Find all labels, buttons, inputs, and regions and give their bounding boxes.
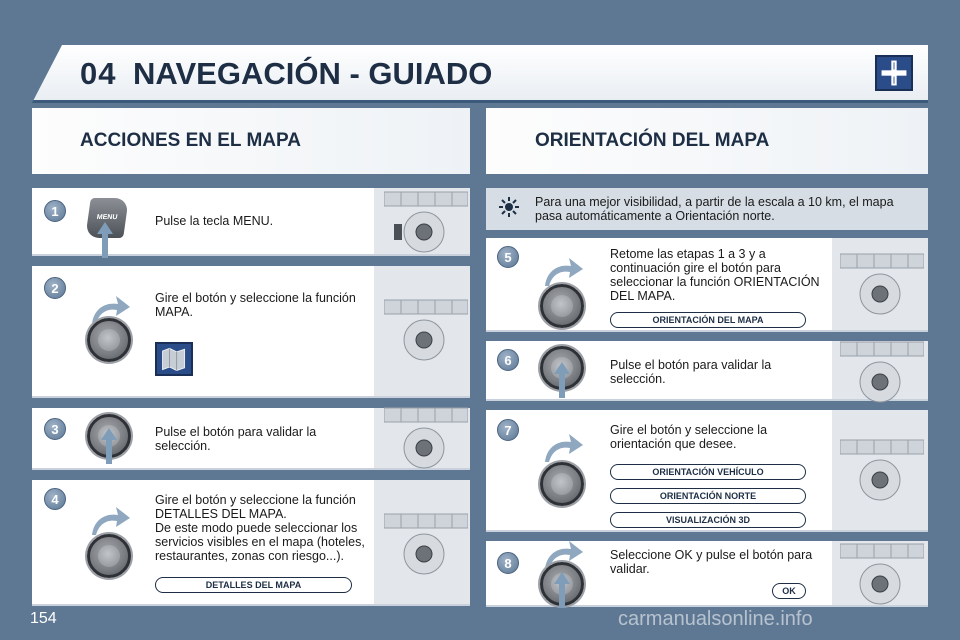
control-console-icon [840, 542, 924, 606]
control-console-icon [840, 252, 924, 316]
text-line: Seleccione OK y pulse el botón para [610, 548, 813, 562]
rotary-knob-icon [87, 318, 131, 362]
text-line: pasa automáticamente a Orientación norte. [535, 209, 775, 223]
step-number-4: 4 [44, 488, 66, 510]
menu-key-icon: MENU [85, 198, 129, 238]
control-console-icon [840, 340, 924, 404]
step-5-text [610, 247, 820, 303]
step-6-text [610, 358, 771, 386]
menu-option-visualizacion-3d: VISUALIZACIÓN 3D [610, 512, 806, 528]
left-section-title: ACCIONES EN EL MAPA [80, 130, 301, 151]
step-number-3: 3 [44, 418, 66, 440]
text-line: seleccionar la función ORIENTACIÓN [610, 275, 820, 289]
step-number-8: 8 [497, 552, 519, 574]
step-2-text: Gire el botón y seleccione la función MAPA. [155, 291, 356, 319]
step-number-5: 5 [497, 246, 519, 268]
rotate-arrow-icon [90, 505, 130, 537]
map-function-icon [155, 342, 193, 376]
watermark-text: carmanualsonline.info [618, 608, 813, 630]
text-line: De este modo puede seleccionar los [155, 521, 358, 535]
text-line: DEL MAPA. [610, 289, 676, 303]
step-number-2: 2 [44, 277, 66, 299]
text-line: orientación que desee. [610, 437, 737, 451]
text-line: validar. [610, 562, 650, 576]
visibility-sun-icon [498, 196, 520, 218]
step-4-text [155, 493, 365, 563]
info-note-text [535, 195, 894, 223]
step-number-1: 1 [44, 200, 66, 222]
text-line: DETALLES DEL MAPA. [155, 507, 287, 521]
push-arrow-icon [97, 222, 113, 258]
header-tab [32, 45, 62, 103]
chapter-number: 04 [80, 56, 117, 91]
navigation-crossroad-icon [875, 55, 913, 91]
text-line: Para una mejor visibilidad, a partir de la escala a 10 km, el mapa [535, 195, 894, 209]
menu-option-orientacion-norte: ORIENTACIÓN NORTE [610, 488, 806, 504]
rotary-knob-icon [540, 284, 584, 328]
step-number-7: 7 [497, 419, 519, 441]
step-1-text: Pulse la tecla MENU. [155, 214, 274, 228]
menu-option-orientacion-vehiculo: ORIENTACIÓN VEHÍCULO [610, 464, 806, 480]
text-line: Gire el botón y seleccione la [610, 423, 768, 437]
control-console-icon [384, 190, 468, 254]
rotary-knob-icon [87, 534, 131, 578]
step-7-text [610, 423, 767, 451]
control-console-icon [384, 406, 468, 470]
rotate-arrow-icon [543, 432, 583, 464]
rotary-knob-icon [540, 462, 584, 506]
push-arrow-icon [554, 572, 570, 608]
text-line: Retome las etapas 1 a 3 y a [610, 247, 766, 261]
text-line: continuación gire el botón para [610, 261, 781, 275]
page-number: 154 [30, 610, 57, 627]
control-console-icon [384, 512, 468, 576]
right-section-title: ORIENTACIÓN DEL MAPA [535, 130, 770, 151]
text-line: restaurantes, zonas con riesgo...). [155, 549, 344, 563]
push-arrow-icon [554, 362, 570, 398]
step-3-text: Pulse el botón para validar la selección. [155, 425, 317, 453]
text-line: servicios visibles en el mapa (hoteles, [155, 535, 365, 549]
menu-option-detalles-del-mapa: DETALLES DEL MAPA [155, 577, 352, 593]
menu-option-ok: OK [772, 583, 806, 599]
control-console-icon [384, 298, 468, 362]
step-number-6: 6 [497, 349, 519, 371]
text-line: selección. [610, 372, 666, 386]
menu-option-orientacion-del-mapa: ORIENTACIÓN DEL MAPA [610, 312, 806, 328]
page-title: NAVEGACIÓN - GUIADO [133, 56, 493, 91]
control-console-icon [840, 438, 924, 502]
step-8-text [610, 548, 812, 576]
push-arrow-icon [101, 428, 117, 464]
text-line: Gire el botón y seleccione la función [155, 493, 356, 507]
text-line: Pulse el botón para validar la [610, 358, 772, 372]
